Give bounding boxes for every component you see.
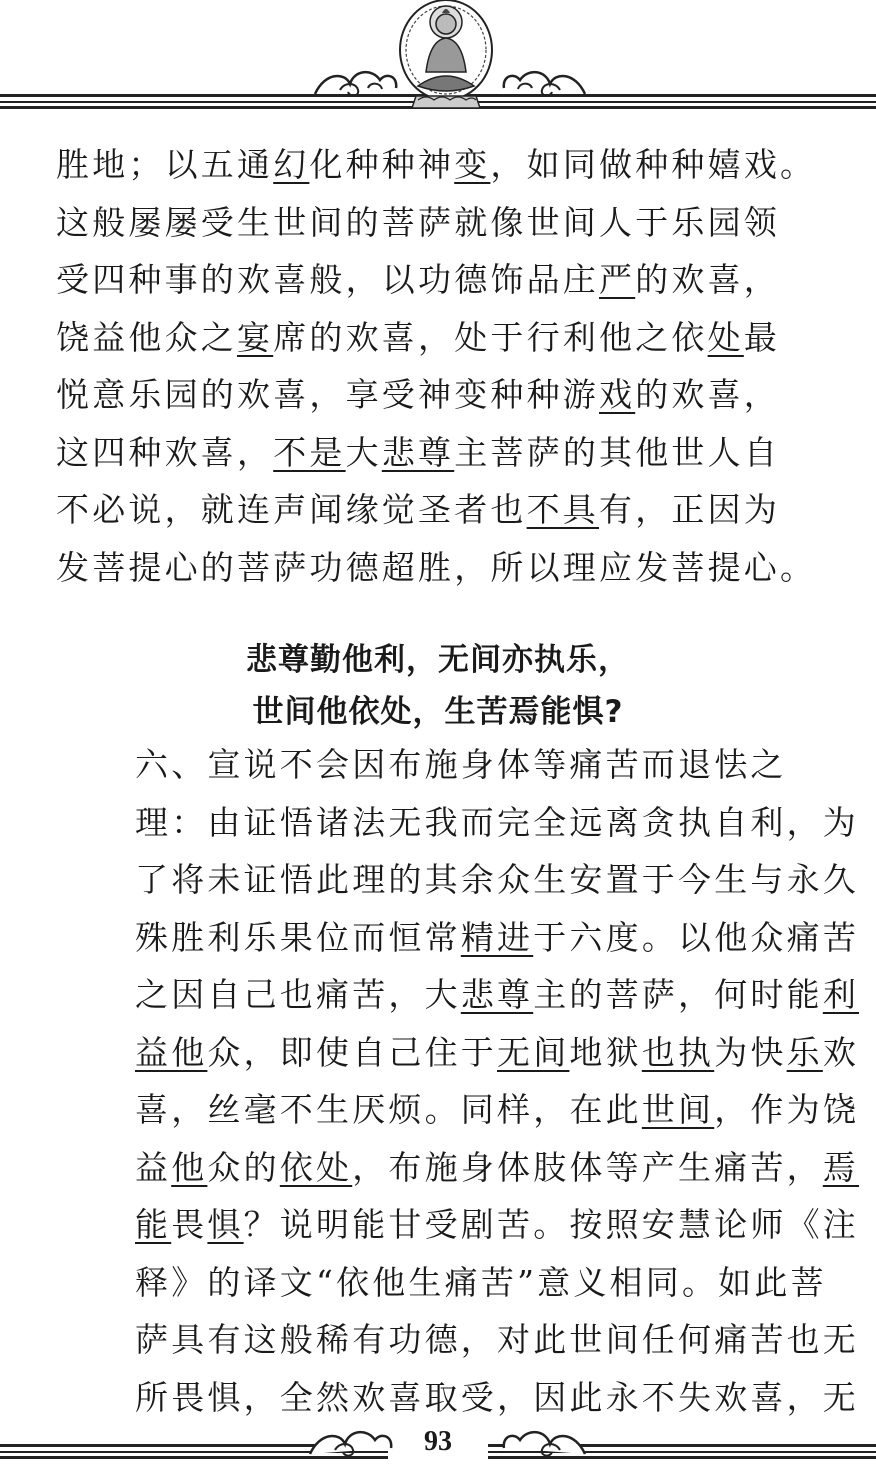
paragraph-2 bbox=[56, 736, 860, 1426]
text-line: 理：由证悟诸法无我而完全远离贪执自利，为 bbox=[135, 802, 859, 842]
underlined-text: 精进 bbox=[460, 917, 534, 957]
underlined-text: 依处 bbox=[279, 1147, 353, 1187]
underlined-text: 不是 bbox=[273, 432, 346, 472]
underlined-text: 变 bbox=[454, 145, 491, 184]
underlined-text: 悲尊 bbox=[381, 432, 455, 472]
underlined-text: 处 bbox=[707, 317, 744, 357]
underlined-text: 悲尊 bbox=[460, 975, 534, 1014]
paragraph-1 bbox=[56, 136, 846, 596]
page-header bbox=[0, 0, 876, 112]
underlined-text: 幻 bbox=[273, 145, 310, 184]
underlined-text: 戏 bbox=[599, 375, 636, 414]
page-number: 93 bbox=[424, 1426, 452, 1457]
text-line: 了将未证悟此理的其余众生安置于今生与永久 bbox=[135, 860, 859, 899]
cloud-scroll-icon bbox=[500, 62, 590, 102]
underlined-text: 也执 bbox=[641, 1032, 715, 1072]
text-line: 不必说，就连声闻缘觉圣者也不具有，正因为 bbox=[56, 490, 781, 529]
underlined-text: 惧 bbox=[207, 1205, 244, 1244]
underlined-text: 无间 bbox=[497, 1032, 570, 1072]
text-line: 这四种欢喜，不是大悲尊主菩萨的其他世人自 bbox=[56, 432, 781, 472]
buddha-figure-icon bbox=[396, 0, 496, 112]
text-line: 喜，丝毫不生厌烦。同样，在此世间，作为饶 bbox=[135, 1090, 860, 1129]
underlined-text: 乐 bbox=[786, 1032, 823, 1072]
text-line: 胜地；以五通幻化种种神变，如同做种种嬉戏。 bbox=[56, 145, 817, 184]
verse-line-1: 悲尊勤他利，无间亦执乐， bbox=[246, 642, 630, 678]
text-line: 释》的译文“依他生痛苦”意义相同。如此菩 bbox=[135, 1262, 827, 1302]
text-line: 这般屡屡受生世间的菩萨就像世间人于乐园领 bbox=[56, 202, 780, 242]
underlined-text: 不具 bbox=[526, 490, 600, 529]
cloud-scroll-icon bbox=[310, 62, 400, 102]
underlined-text: 益他 bbox=[135, 1032, 208, 1072]
underlined-text: 利 bbox=[822, 975, 860, 1014]
underlined-text: 他 bbox=[171, 1147, 208, 1187]
text-line: 殊胜利乐果位而恒常精进于六度。以他众痛苦 bbox=[135, 917, 860, 957]
text-line: 萨具有这般稀有功德，对此世间任何痛苦也无 bbox=[135, 1320, 859, 1359]
text-line: 发菩提心的菩萨功德超胜，所以理应发菩提心。 bbox=[56, 547, 817, 587]
text-line: 受四种事的欢喜般，以功德饰品庄严的欢喜， bbox=[56, 260, 781, 299]
underlined-text: 世间 bbox=[641, 1090, 715, 1129]
underlined-text: 严 bbox=[599, 260, 636, 299]
text-line: 之因自己也痛苦，大悲尊主的菩萨，何时能利 bbox=[135, 975, 860, 1014]
text-line: 益他众，即使自己住于无间地狱也执为快乐欢 bbox=[135, 1032, 860, 1072]
text-line: 益他众的依处，布施身体肢体等产生痛苦，焉 bbox=[135, 1147, 860, 1187]
text-line: 所畏惧，全然欢喜取受，因此永不失欢喜，无 bbox=[135, 1377, 859, 1417]
underlined-text: 能 bbox=[135, 1205, 172, 1244]
underlined-text: 宴 bbox=[237, 317, 274, 357]
text-line: 能畏惧？说明能甘受剧苦。按照安慧论师《注 bbox=[135, 1205, 860, 1244]
verse-line-2: 世间他依处，生苦焉能惧? bbox=[252, 694, 624, 730]
text-line: 六、宣说不会因布施身体等痛苦而退怯之 bbox=[135, 745, 787, 784]
text-line: 悦意乐园的欢喜，享受神变种种游戏的欢喜， bbox=[56, 375, 781, 414]
text-line: 饶益他众之宴席的欢喜，处于行利他之依处最 bbox=[56, 317, 781, 357]
underlined-text: 焉 bbox=[822, 1147, 860, 1187]
